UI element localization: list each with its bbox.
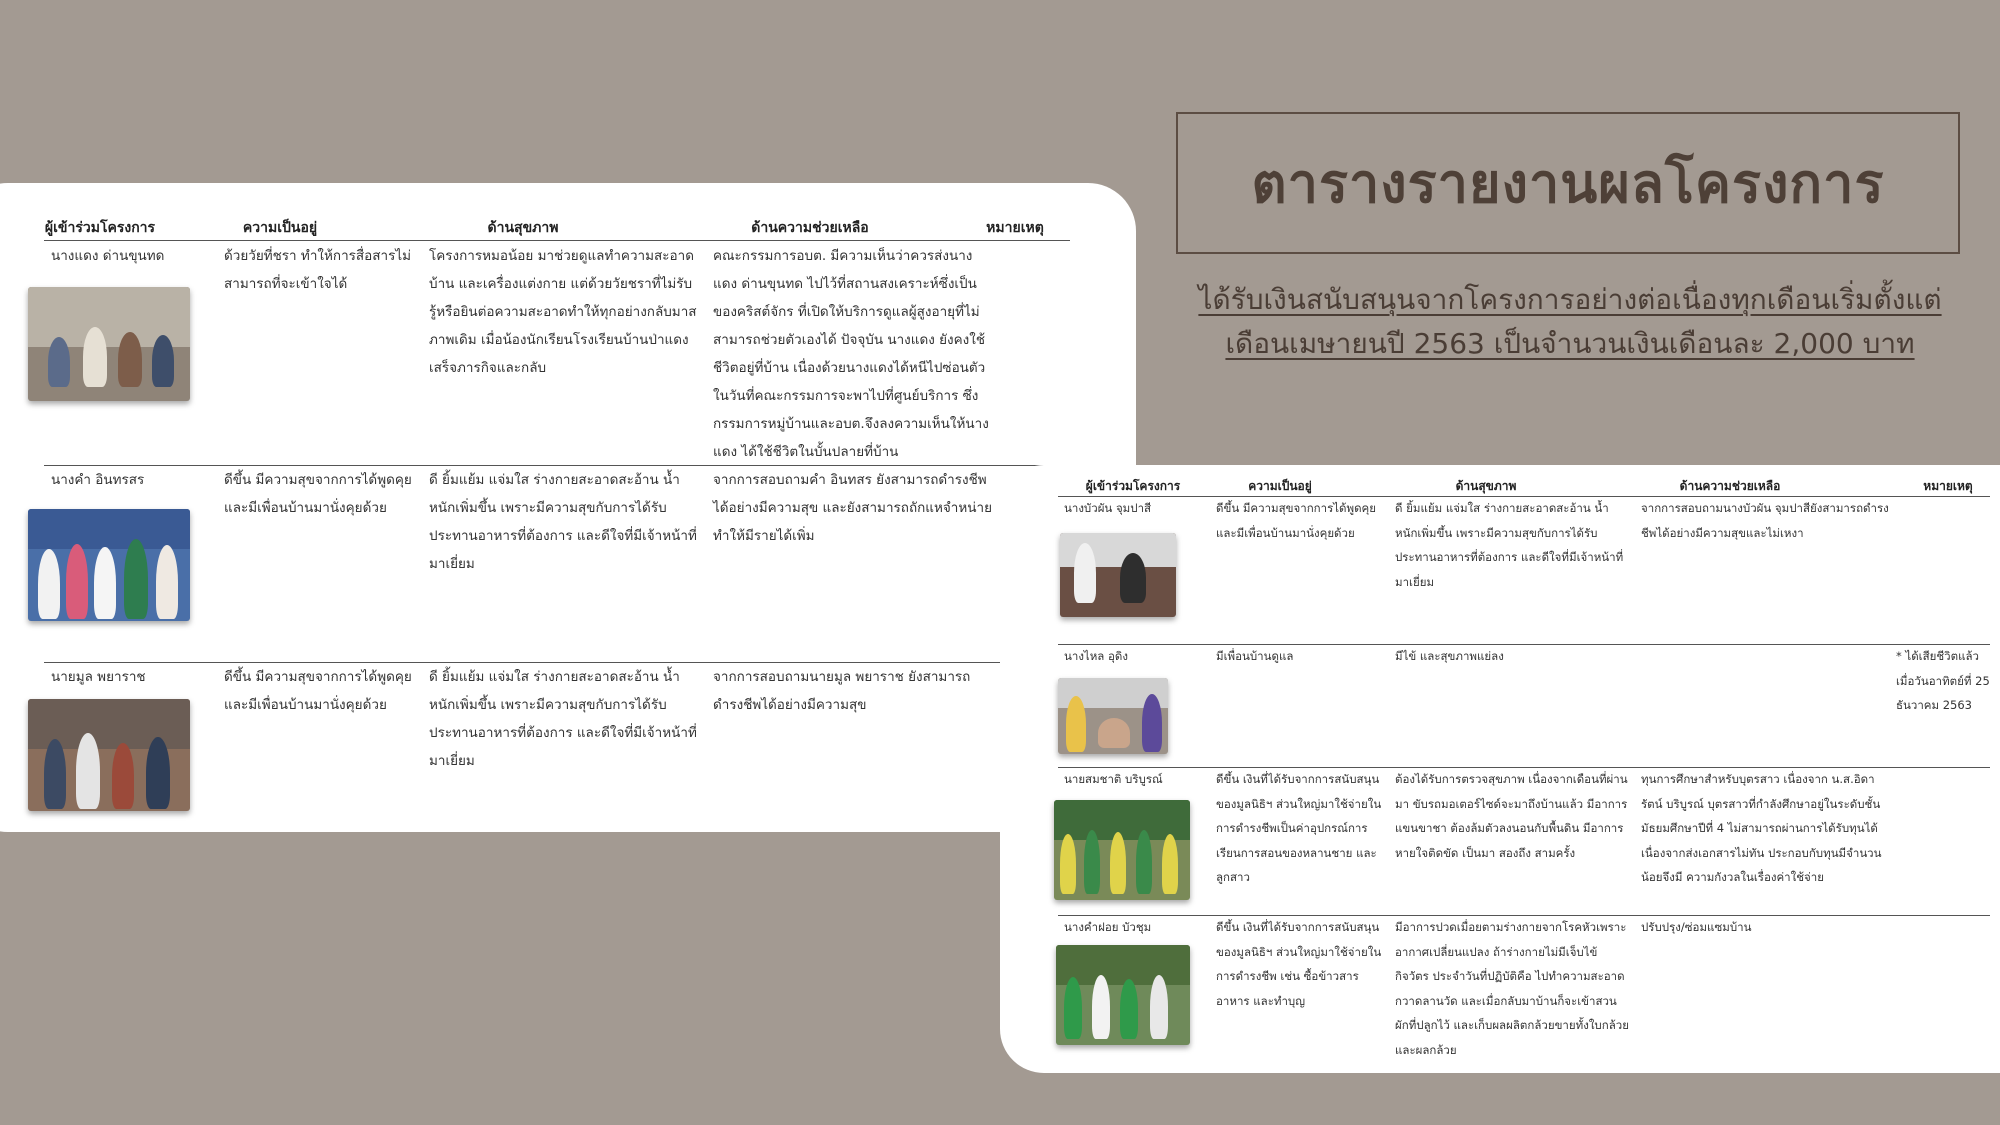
wellbeing-cell: ดีขึ้น มีความสุขจากการได้พูดคุยและมีเพื่อนบ้านมานั่งคุยด้วย [224,472,412,516]
participant-name: นายสมชาติ บริบูรณ์ [1064,772,1163,786]
wellbeing-cell: ดีขึ้น เงินที่ได้รับจากการสนับสนุนของมูลนิธิฯ ส่วนใหญ่มาใช้จ่ายในการดำรงชีพ เช่น ซื้อข้าวสาร อาหาร และทำบุญ [1216,920,1382,1008]
participant-name: นางแดง ด่านขุนทด [51,248,165,264]
wellbeing-cell: ดีขึ้น มีความสุขจากการได้พูดคุยและมีเพื่อนบ้านมานั่งคุยด้วย [224,669,412,713]
assistance-cell: ปรับปรุง/ซ่อมแซมบ้าน [1641,920,1752,934]
health-cell: ดี ยิ้มแย้ม แจ่มใส ร่างกายสะอาดสะอ้าน น้ำหนักเพิ่มขึ้น เพราะมีความสุขกับการได้รับประทานอาหารที่ต้องการ และดีใจที่มีเจ้าหน้าที่มาเยี่ยม [1395,501,1624,589]
participant-photo [28,699,190,811]
assistance-cell: ทุนการศึกษาสำหรับบุตรสาว เนื่องจาก น.ส.อิดารัตน์ บริบูรณ์ บุตรสาวที่กำลังศึกษาอยู่ในระดับชั้นมัธยมศึกษาปีที่ 4 ไม่สามารถผ่านการได้รับทุนได้ เนื่องจากส่งเอกสารไม่ทัน ประกอบกับทุนมีจำนวนน้อยจึงมี ความกังวลในเรื่องค่าใช้จ่าย [1641,772,1882,884]
health-cell: ดี ยิ้มแย้ม แจ่มใส ร่างกายสะอาดสะอ้าน น้ำหนักเพิ่มขึ้น เพราะมีความสุขกับการได้รับประทานอาหารที่ต้องการ และดีใจที่มีเจ้าหน้าที่มาเยี่ยม [429,669,697,769]
health-cell: มีอาการปวดเมื่อยตามร่างกายจากโรคหัวเพราะอากาศเปลี่ยนแปลง ถ้าร่างกายไม่มีเจ็บไข้กิจวัตร ประจำวันที่ปฏิบัติคือ ไปทำความสะอาด กวาดลานวัด และเมื่อกลับมาบ้านก็จะเข้าสวนผักที่ปลูกไว้ และเก็บผลผลิตกล้วยขายทั้งใบกล้วยและผลกล้วย [1395,920,1629,1057]
header-participant: ผู้เข้าร่วมโครงการ [44,220,156,236]
wellbeing-cell: ดีขึ้น เงินที่ได้รับจากการสนับสนุนของมูลนิธิฯ ส่วนใหญ่มาใช้จ่ายในการดำรงชีพเป็นค่าอุปกรณ์การเรียนการสอนของหลานชาย และลูกสาว [1216,772,1382,884]
page-title: ตารางรายงานผลโครงการ [1251,152,1885,215]
participant-name: นางบัวผัน จุมปาสี [1064,501,1152,515]
remarks-cell: * ได้เสียชีวิตแล้วเมื่อวันอาทิตย์ที่ 25 ธันวาคม 2563 [1896,649,1990,712]
participant-name: นางคำ อินทรสร [51,472,145,488]
participant-photo [28,509,190,621]
health-cell: ต้องได้รับการตรวจสุขภาพ เนื่องจากเดือนที่ผ่านมา ขับรถมอเตอร์ไซด์จะมาถึงบ้านแล้ว มีอาการแขนขาชา ต้องล้มตัวลงนอนกับพื้นดิน มีอาการหายใจติดขัด เป็นมา สองถึง สามครั้ง [1395,772,1628,860]
subtitle-line-1: ได้รับเงินสนับสนุนจากโครงการอย่างต่อเนื่องทุกเดือนเริ่มตั้งแต่ [1198,283,1942,316]
assistance-cell: จากการสอบถามนายมูล พยาราช ยังสามารถดำรงชีพได้อย่างมีความสุข [713,669,971,713]
report-table-right [1000,465,2000,1073]
wellbeing-cell: ดีขึ้น มีความสุขจากการได้พูดคุยและมีเพื่อนบ้านมานั่งคุยด้วย [1216,501,1376,540]
header-participant: ผู้เข้าร่วมโครงการ [1085,479,1181,493]
participant-name: นางไหล อุดิง [1064,649,1128,663]
participant-name: นางคำฝอย บัวชุม [1064,920,1152,934]
header-remarks: หมายเหตุ [986,220,1044,236]
header-health: ด้านสุขภาพ [1455,479,1517,493]
health-cell: โครงการหมอน้อย มาช่วยดูแลทำความสะอาดบ้าน และเครื่องแต่งกาย แต่ด้วยวัยชราที่ไม่รับรู้หรือยินต่อความสะอาดทำให้ทุกอย่างกลับมาสภาพเดิม เมื่อน้องนักเรียนโรงเรียนบ้านป่าแดงเสร็จภารกิจและกลับ [429,248,697,376]
header-divider [44,240,1070,241]
assistance-cell: จากการสอบถามคำ อินทสร ยังสามารถดำรงชีพได้อย่างมีความสุข และยังสามารถถักแหจำหน่ายทำให้มีรายได้เพิ่ม [713,472,993,544]
header-assistance: ด้านความช่วยเหลือ [1679,479,1781,493]
assistance-cell: คณะกรรมการอบต. มีความเห็นว่าควรส่งนางแดง ด่านขุนทด ไปไว้ที่สถานสงเคราะห์ซึ่งเป็นของคริสต์จักร ที่เปิดให้บริการดูแลผู้สูงอายุที่ไม่สามารถช่วยตัวเองได้ ปัจจุบัน นางแดง ยังคงใช้ชีวิตอยู่ที่บ้าน เนื่องด้วยนางแดงได้หนีไปซ่อนตัวในวันที่คณะกรรมการจะพาไปที่ศูนย์บริการ ซึ่งกรรมการหมู่บ้านและอบต.จึงลงความเห็นให้นางแดง ได้ใช้ชีวิตในบั้นปลายที่บ้าน [713,248,989,460]
participant-photo [28,287,190,401]
participant-photo [1058,678,1168,754]
health-cell: ดี ยิ้มแย้ม แจ่มใส ร่างกายสะอาดสะอ้าน น้ำหนักเพิ่มขึ้น เพราะมีความสุขกับการได้รับประทานอาหารที่ต้องการ และดีใจที่มีเจ้าหน้าที่มาเยี่ยม [429,472,697,572]
assistance-cell: จากการสอบถามนางบัวผัน จุมปาสียังสามารถดำรงชีพได้อย่างมีความสุขและไม่เหงา [1641,501,1889,540]
header-wellbeing: ความเป็นอยู่ [1248,479,1312,493]
participant-photo [1060,533,1176,617]
header-assistance: ด้านความช่วยเหลือ [751,220,869,236]
header-remarks: หมายเหตุ [1923,479,1973,493]
subtitle-line-2: เดือนเมษายนปี 2563 เป็นจำนวนเงินเดือนละ 2,000 บาท [1225,327,1915,360]
title-box [1176,112,1960,254]
header-wellbeing: ความเป็นอยู่ [242,220,318,236]
participant-photo [1056,945,1190,1045]
wellbeing-cell: ด้วยวัยที่ชรา ทำให้การสื่อสารไม่สามารถที่จะเข้าใจได้ [224,248,412,292]
report-table-left [0,183,1136,832]
subtitle [1140,278,2000,366]
health-cell: มีไข้ และสุขภาพแย่ลง [1395,649,1504,663]
participant-photo [1054,800,1190,900]
header-health: ด้านสุขภาพ [487,220,559,236]
wellbeing-cell: มีเพื่อนบ้านดูแล [1216,649,1294,663]
participant-name: นายมูล พยาราช [51,669,146,685]
